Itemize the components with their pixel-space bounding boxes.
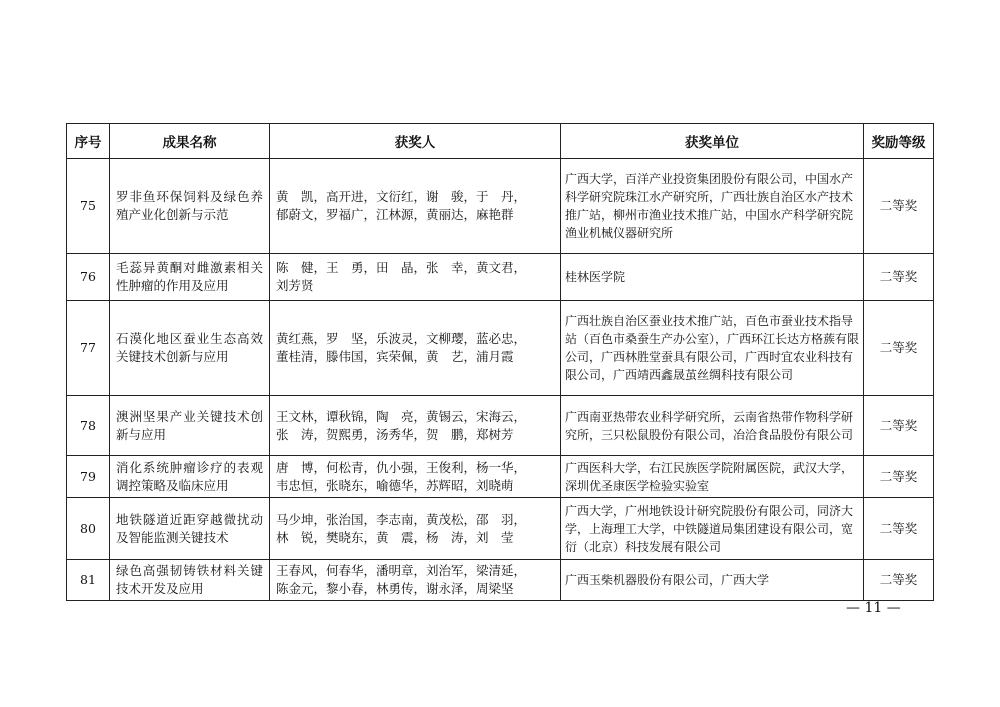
table-row: [67, 560, 934, 601]
row-no: 75: [67, 159, 110, 254]
people-line: 韦忠恒，张晓东，喻德华，苏辉昭，刘晓萌: [276, 477, 514, 493]
header-people: 获奖人: [270, 124, 561, 159]
row-people: [270, 456, 561, 498]
row-name: 毛蕊异黄酮对雌激素相关性肿瘤的作用及应用: [110, 254, 270, 301]
row-unit: 广西南亚热带农业科学研究所，云南省热带作物科学研究所，三只松鼠股份有限公司，冶洽食品股份有限公司: [561, 396, 864, 456]
row-people: [270, 560, 561, 601]
row-people: [270, 396, 561, 456]
table-row: [67, 456, 934, 498]
header-no: 序号: [67, 124, 110, 159]
table-header-row: [67, 124, 934, 159]
people-line: 刘芳贤: [276, 278, 314, 293]
row-level: 二等奖: [864, 254, 934, 301]
row-people: [270, 301, 561, 396]
people-line: 唐 博，何松青，仇小强，王俊利，杨一华，: [276, 459, 527, 475]
header-name: 成果名称: [110, 124, 270, 159]
table-row: [67, 498, 934, 560]
header-level: 奖励等级: [864, 124, 934, 159]
row-unit: 广西大学，广州地铁设计研究院股份有限公司，同济大学，上海理工大学，中铁隧道局集团建设有限公司，宽衍（北京）科技发展有限公司: [561, 498, 864, 560]
row-name: 消化系统肿瘤诊疗的表观调控策略及临床应用: [110, 456, 270, 498]
row-no: 78: [67, 396, 110, 456]
row-name: 罗非鱼环保饲料及绿色养殖产业化创新与示范: [110, 159, 270, 254]
row-unit: 广西大学，百洋产业投资集团股份有限公司，中国水产科学研究院珠江水产研究所，广西壮族自治区水产技术推广站，柳州市渔业技术推广站，中国水产科学研究院渔业机械仪器研究所: [561, 159, 864, 254]
award-table: [66, 123, 934, 601]
people-line: 黄红燕，罗 坚，乐波灵，文柳璎，蓝必忠，: [276, 331, 527, 346]
table-row: [67, 254, 934, 301]
people-line: 林 锐，樊晓东，黄 震，杨 涛，刘 莹: [276, 529, 514, 545]
row-level: 二等奖: [864, 456, 934, 498]
table-row: [67, 301, 934, 396]
people-line: 陈金元，黎小春，林勇传，谢永泽，周梁坚: [276, 581, 514, 596]
row-level: 二等奖: [864, 159, 934, 254]
row-name: 绿色高强韧铸铁材料关键技术开发及应用: [110, 560, 270, 601]
row-unit: 广西医科大学，右江民族医学院附属医院，武汉大学，深圳优圣康医学检验实验室: [561, 456, 864, 498]
row-no: 76: [67, 254, 110, 301]
row-unit: 广西玉柴机器股份有限公司，广西大学: [561, 560, 864, 601]
people-line: 王春风，何春华，潘明章，刘治军，梁清延，: [276, 563, 527, 578]
row-name: 石漠化地区蚕业生态高效关键技术创新与应用: [110, 301, 270, 396]
people-line: 张 涛，贺熙勇，汤秀华，贺 鹏，郑树芳: [276, 426, 514, 442]
row-no: 77: [67, 301, 110, 396]
row-level: 二等奖: [864, 560, 934, 601]
people-line: 郁蔚文，罗福广，江林源，黄丽达，麻艳群: [276, 207, 514, 222]
row-no: 80: [67, 498, 110, 560]
people-line: 陈 健，王 勇，田 晶，张 幸，黄文君，: [276, 260, 527, 275]
row-people: [270, 254, 561, 301]
row-name: 地铁隧道近距穿越微扰动及智能监测关键技术: [110, 498, 270, 560]
row-people: [270, 159, 561, 254]
table-row: [67, 159, 934, 254]
row-level: 二等奖: [864, 396, 934, 456]
row-no: 81: [67, 560, 110, 601]
people-line: 黄 凯，高开进，文衍红，谢 骏，于 丹，: [276, 189, 527, 204]
row-name: 澳洲坚果产业关键技术创新与应用: [110, 396, 270, 456]
people-line: 马少坤，张治国，李志南，黄茂松，邵 羽，: [276, 511, 527, 527]
row-level: 二等奖: [864, 498, 934, 560]
row-unit: 桂林医学院: [561, 254, 864, 301]
row-people: [270, 498, 561, 560]
people-line: 王文林，谭秋锦，陶 亮，黄锡云，宋海云，: [276, 408, 527, 424]
table-row: [67, 396, 934, 456]
header-unit: 获奖单位: [561, 124, 864, 159]
row-unit: 广西壮族自治区蚕业技术推广站，百色市蚕业技术指导站（百色市桑蚕生产办公室），广西环江长达方格蔟有限公司，广西林胜堂蚕具有限公司，广西时宜农业科技有限公司，广西靖西鑫晟茧丝绸科技有限公司: [561, 301, 864, 396]
row-no: 79: [67, 456, 110, 498]
people-line: 董桂清，滕伟国，宾荣佩，黄 艺，浦月霞: [276, 349, 514, 364]
page-number: — 11 —: [846, 600, 901, 616]
row-level: 二等奖: [864, 301, 934, 396]
